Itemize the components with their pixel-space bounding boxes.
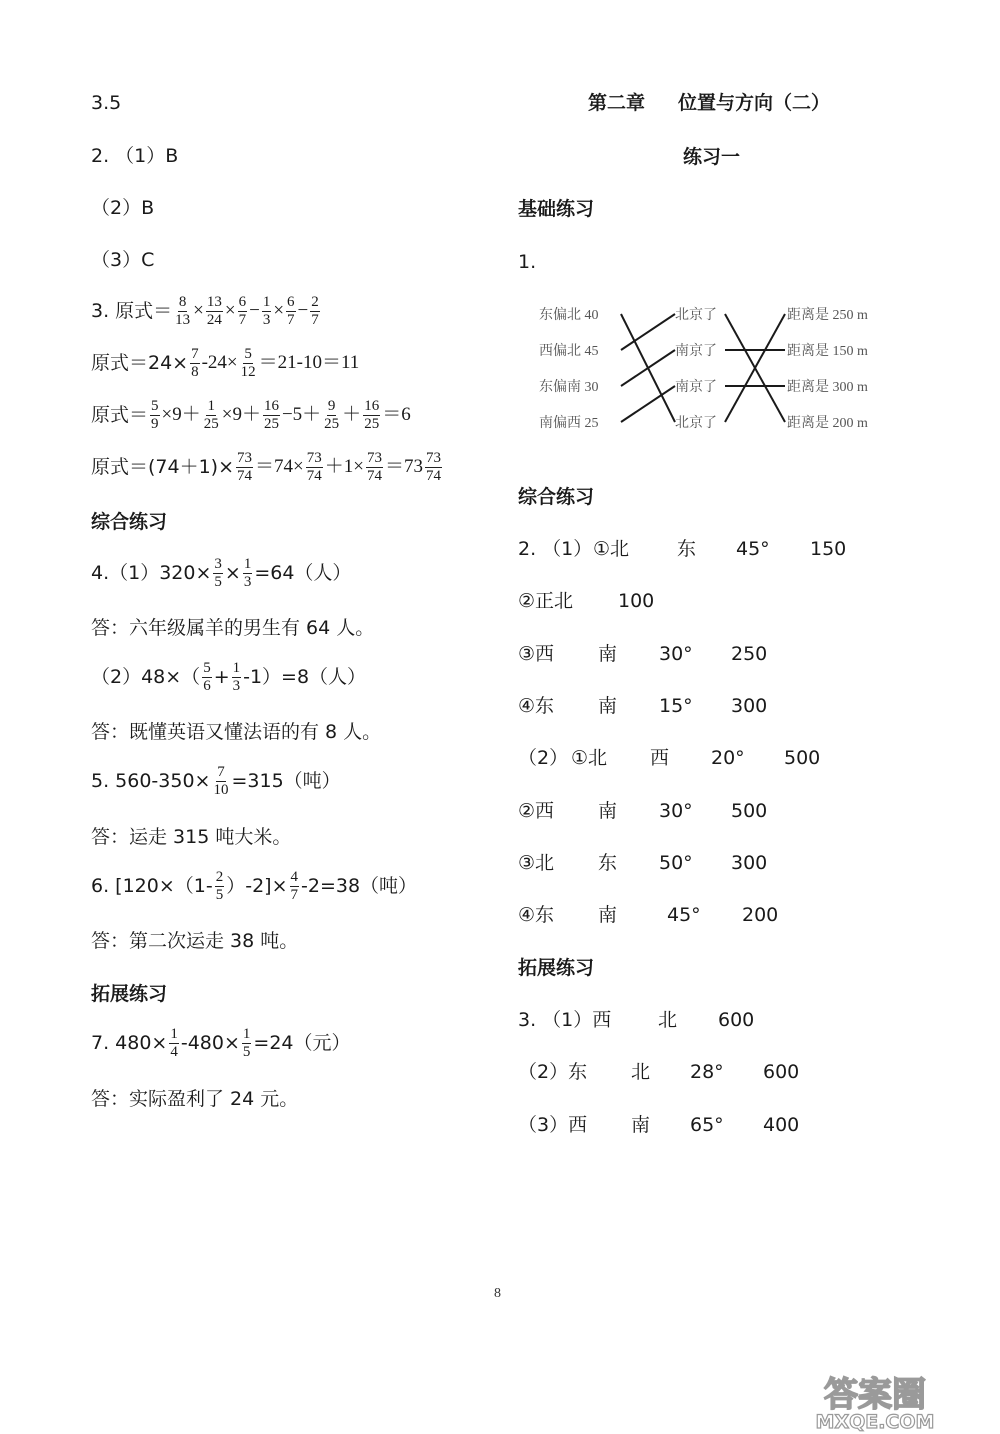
q2-1-4-b: 南 xyxy=(598,695,618,717)
fraction: $\frac{16}{25}$ xyxy=(263,397,279,432)
matching-diagram xyxy=(535,300,905,440)
fraction: $\frac{73}{74}$ xyxy=(306,449,322,484)
watermark-logo xyxy=(770,1370,980,1432)
operator: + xyxy=(213,666,230,688)
answer-5: 答：运走 315 吨大米。 xyxy=(91,826,292,848)
equation-3c xyxy=(91,394,411,436)
answer-2-1: 2. （1）B xyxy=(91,145,179,167)
q2-2-1-b: 西 xyxy=(650,747,670,769)
eq-part: ＋ xyxy=(342,404,362,425)
eq-prefix: 7. 480× xyxy=(91,1032,168,1054)
eq-prefix: 6. [120×（1- xyxy=(91,875,213,897)
question-7 xyxy=(91,1022,351,1064)
q3-1-a: 3. （1）西 xyxy=(518,1009,612,1031)
eq-part: ×9＋ xyxy=(221,404,261,425)
operator: × xyxy=(193,300,204,321)
eq-part: ＝73 xyxy=(384,456,423,477)
equation-3b xyxy=(91,342,359,384)
q2-label: 2. （1） xyxy=(518,538,593,560)
fraction: $\frac{9}{25}$ xyxy=(324,397,340,432)
fraction: $\frac{1}{4}$ xyxy=(170,1025,178,1060)
operator: − xyxy=(249,300,260,321)
eq-mid: ）-2]× xyxy=(226,875,288,897)
fraction: $\frac{1}{3}$ xyxy=(243,555,252,590)
q2-1-4-d: 300 xyxy=(731,695,768,717)
q2-2-4-a: ④东 xyxy=(518,904,555,926)
q2-1-3-c: 30° xyxy=(659,643,693,665)
fraction: $\frac{6}{7}$ xyxy=(287,293,295,328)
col1-item: 南偏西 25 xyxy=(539,416,599,431)
eq-rest: ＝21-10＝11 xyxy=(258,352,360,373)
q2-1-4-c: 15° xyxy=(659,695,693,717)
q2-1-2-a: ②正北 xyxy=(518,590,574,612)
match-line xyxy=(621,350,675,386)
q2-2-1-c: 20° xyxy=(711,747,745,769)
fraction: $\frac{73}{74}$ xyxy=(425,449,441,484)
col2-item: 北京了 xyxy=(675,416,717,431)
section-heading-tuozhan-right: 拓展练习 xyxy=(518,957,595,979)
operator: × xyxy=(273,300,285,321)
col1-item: 东偏南 30 xyxy=(539,380,599,395)
operator: − xyxy=(297,300,309,321)
fraction: $\frac{1}{3}$ xyxy=(232,659,241,694)
eq-prefix: 原式＝(74＋1)× xyxy=(91,456,235,478)
q2-2-3-a: ③北 xyxy=(518,852,555,874)
section-heading-tuozhan: 拓展练习 xyxy=(91,983,168,1005)
q2-2-3-b: 东 xyxy=(598,852,618,874)
answer-2-3: （3）C xyxy=(91,249,155,271)
chapter-title: 位置与方向（二） xyxy=(678,92,831,114)
equation-3d xyxy=(91,446,444,488)
q3-2-d: 600 xyxy=(763,1061,800,1083)
section-heading-jichu: 基础练习 xyxy=(518,198,595,220)
fraction: $\frac{5}{9}$ xyxy=(151,397,159,432)
eq-prefix: 原式＝ xyxy=(91,404,149,426)
col2-item: 北京了 xyxy=(675,308,717,323)
q2-2-2-c: 30° xyxy=(659,800,693,822)
operator: × xyxy=(224,300,236,321)
col3-item: 距离是 250 m xyxy=(787,308,868,323)
section-heading-zonghe-right: 综合练习 xyxy=(518,486,595,508)
eq-part: ×9＋ xyxy=(161,404,201,425)
equation-3a xyxy=(91,290,322,332)
section-heading-zonghe: 综合练习 xyxy=(91,511,168,533)
answer-4-2: 答：既懂英语又懂法语的有 8 人。 xyxy=(91,721,382,743)
eq-rest: -1）=8（人） xyxy=(243,666,367,688)
fraction: $\frac{5}{12}$ xyxy=(240,345,256,380)
question-4-2 xyxy=(91,656,366,698)
q2-2-4-d: 200 xyxy=(742,904,779,926)
eq-prefix: （2）48×（ xyxy=(91,666,201,688)
col3-item: 距离是 150 m xyxy=(787,344,868,359)
fraction: $\frac{2}{7}$ xyxy=(311,293,319,328)
fraction: $\frac{73}{74}$ xyxy=(237,449,253,484)
chapter-label: 第二章 xyxy=(588,92,646,114)
question-4-1 xyxy=(91,552,351,594)
col3-item: 距离是 200 m xyxy=(787,416,868,431)
q2-1-4-a: ④东 xyxy=(518,695,555,717)
q2-2-2-d: 500 xyxy=(731,800,768,822)
fraction: $\frac{13}{24}$ xyxy=(206,293,222,328)
eq-part: ＋1× xyxy=(324,456,364,477)
q3-2-b: 北 xyxy=(631,1061,651,1083)
exercise-title: 练习一 xyxy=(683,146,741,168)
fraction: $\frac{1}{5}$ xyxy=(242,1025,251,1060)
fraction: $\frac{5}{6}$ xyxy=(203,659,211,694)
q2-1-2-b: 100 xyxy=(618,590,655,612)
q2-2-1-a: ①北 xyxy=(571,747,608,769)
col2-item: 南京了 xyxy=(675,380,717,395)
fraction: $\frac{8}{13}$ xyxy=(175,293,191,328)
q2-1-1-b: 东 xyxy=(677,538,697,560)
q3-3-b: 南 xyxy=(631,1114,651,1136)
fraction: $\frac{3}{5}$ xyxy=(214,555,222,590)
page-number: 8 xyxy=(494,1286,501,1301)
answer-2-2: （2）B xyxy=(91,197,155,219)
q3-2-c: 28° xyxy=(690,1061,724,1083)
eq-rest: =24（元） xyxy=(253,1032,351,1054)
fraction: $\frac{2}{5}$ xyxy=(215,868,224,903)
watermark-bottom-text: MXQE.COM xyxy=(815,1411,935,1432)
q2-2-2-b: 南 xyxy=(598,800,618,822)
q2-1-3-d: 250 xyxy=(731,643,768,665)
fraction: $\frac{1}{25}$ xyxy=(203,397,219,432)
q2-2-3-d: 300 xyxy=(731,852,768,874)
q3-2-a: （2）东 xyxy=(518,1061,588,1083)
q2-1-1-d: 150 xyxy=(810,538,847,560)
q2-2-2-a: ②西 xyxy=(518,800,555,822)
fraction: $\frac{7}{8}$ xyxy=(191,345,199,380)
eq-part: −5＋ xyxy=(281,404,322,425)
eq-rest: =315（吨） xyxy=(231,770,341,792)
answer-4-1: 答：六年级属羊的男生有 64 人。 xyxy=(91,617,375,639)
col3-item: 距离是 300 m xyxy=(787,380,868,395)
eq-prefix: 3. 原式＝ xyxy=(91,300,173,322)
text-3-5: 3.5 xyxy=(91,92,122,114)
eq-prefix: 4.（1）320× xyxy=(91,562,212,584)
q2-2-3-c: 50° xyxy=(659,852,693,874)
watermark-top-text: 答案圈 xyxy=(824,1375,926,1415)
col1-item: 东偏北 40 xyxy=(539,308,599,323)
q3-1-c: 600 xyxy=(718,1009,755,1031)
q2-2-4-c: 45° xyxy=(667,904,701,926)
eq-rest: =64（人） xyxy=(254,562,352,584)
fraction: $\frac{4}{7}$ xyxy=(290,868,298,903)
fraction: $\frac{7}{10}$ xyxy=(213,763,229,798)
q3-3-c: 65° xyxy=(690,1114,724,1136)
eq-prefix: 原式＝24× xyxy=(91,352,189,374)
q2-2-4-b: 南 xyxy=(598,904,618,926)
question-5 xyxy=(91,760,341,802)
operator: × xyxy=(224,562,241,584)
q3-3-a: （3）西 xyxy=(518,1114,588,1136)
eq-rest: ＝6 xyxy=(382,404,411,425)
eq-mid: -24× xyxy=(201,352,238,373)
q2-2-1-d: 500 xyxy=(784,747,821,769)
fraction: $\frac{16}{25}$ xyxy=(364,397,380,432)
eq-prefix: 5. 560-350× xyxy=(91,770,211,792)
eq-mid: -480× xyxy=(180,1032,240,1054)
q2-1-1-c: 45° xyxy=(736,538,770,560)
answer-7: 答：实际盈利了 24 元。 xyxy=(91,1088,299,1110)
q2-2-label: （2） xyxy=(518,747,569,769)
col1-item: 西偏北 45 xyxy=(539,344,599,359)
q2-1-1-a: ①北 xyxy=(593,538,630,560)
col2-item: 南京了 xyxy=(675,344,717,359)
eq-rest: -2=38（吨） xyxy=(301,875,418,897)
fraction: $\frac{1}{3}$ xyxy=(262,293,271,328)
q2-1-3-b: 南 xyxy=(598,643,618,665)
answer-6: 答：第二次运走 38 吨。 xyxy=(91,930,299,952)
eq-part: ＝74× xyxy=(255,456,304,477)
question-1-label: 1. xyxy=(518,251,537,273)
fraction: $\frac{73}{74}$ xyxy=(366,449,382,484)
q3-1-b: 北 xyxy=(658,1009,678,1031)
q2-1-3-a: ③西 xyxy=(518,643,555,665)
q3-3-d: 400 xyxy=(763,1114,800,1136)
question-6 xyxy=(91,865,417,907)
fraction: $\frac{6}{7}$ xyxy=(238,293,247,328)
